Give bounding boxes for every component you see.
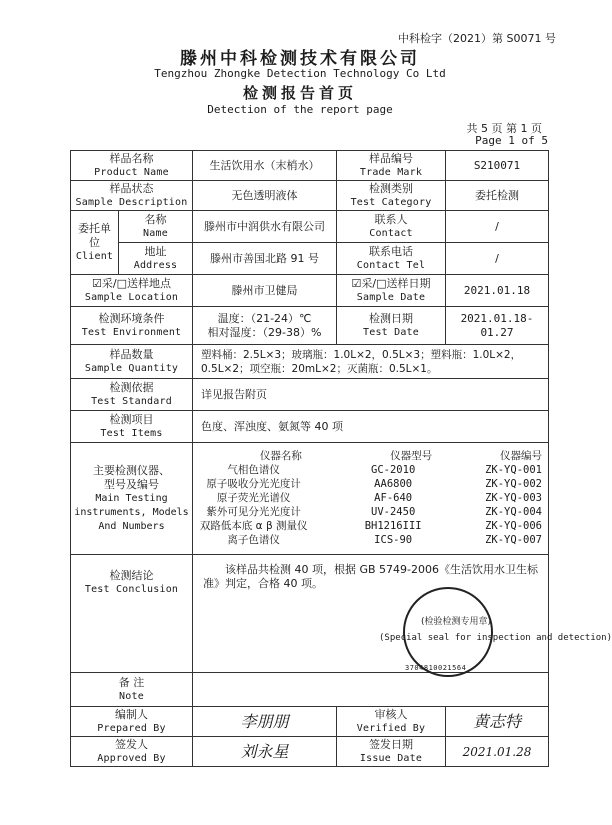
prepared-by-label: 编制人 Prepared By [71,707,193,737]
instrument-model-header: 仪器型号 [390,450,433,462]
instrument-row: 紫外可见分光光度计 UV-2450 ZK-YQ-004 [206,506,542,518]
company-name-cn: 滕州中科检测技术有限公司 [180,49,420,69]
sample-date-label: ☑采/□送样日期 Sample Date [337,275,446,307]
instrument-row: 原子荧光光谱仪 AF-640 ZK-YQ-003 [216,492,542,504]
approved-by-label: 签发人 Approved By [71,737,193,767]
page-indicator-cn: 共 5 页 第 1 页 [466,122,542,135]
row-test-items [71,411,549,443]
stamp-code: 3704810021564 [405,664,467,672]
stamp-text: (检验检测专用章) [421,617,492,627]
row-sample-description [71,181,549,211]
client-name-label: 名称 Name [119,211,193,243]
contact-label: 联系人 Contact [337,211,446,243]
test-category-value: 委托检测 [446,181,549,211]
row-sample-quantity [71,345,549,379]
test-standard-label: 检测依据 Test Standard [71,379,193,411]
test-environment-value: 温度：（21-24）℃ 相对湿度：（29-38）% [193,307,337,345]
client-name-value: 滕州市中润供水有限公司 [193,211,337,243]
page-indicator-en: Page 1 of 5 [475,134,548,147]
note-value [193,673,549,707]
note-label: 备 注 Note [71,673,193,707]
instruments-label: 主要检测仪器、 型号及编号 Main Testing instruments, Models And Numbers [71,443,193,555]
instrument-number-header: 仪器编号 [500,450,542,462]
test-items-label: 检测项目 Test Items [71,411,193,443]
instrument-row: 原子吸收分光光度计 AA6800 ZK-YQ-002 [206,478,542,490]
row-client-address [71,243,549,275]
company-name-en: Tengzhou Zhongke Detection Technology Co Ltd [154,67,446,80]
special-seal-note: (Special seal for inspection and detection) [379,633,612,643]
row-instruments [71,443,549,555]
row-note [71,673,549,707]
row-test-environment [71,307,549,345]
page-title-cn: 检测报告首页 [242,84,357,102]
contact-value: / [446,211,549,243]
trade-mark-value: S210071 [446,151,549,181]
test-environment-label: 检测环境条件 Test Environment [71,307,193,345]
verified-by-signature: 黄志特 [446,707,549,737]
trade-mark-label: 样品编号 Trade Mark [337,151,446,181]
instruments-header-row [197,449,544,463]
sample-location-label: ☑采/□送样地点 Sample Location [71,275,193,307]
test-conclusion-label: 检测结论 Test Conclusion [71,555,193,673]
approved-by-signature: 刘永星 [193,737,337,767]
document-number: 中科检字（2021）第 S0071 号 [398,32,556,45]
row-approved-issue [71,737,549,767]
row-sample-location [71,275,549,307]
instrument-name-header: 仪器名称 [259,450,302,462]
page-title-en: Detection of the report page [207,103,393,116]
contact-tel-label: 联系电话 Contact Tel [337,243,446,275]
product-name-label: 样品名称 Product Name [71,151,193,181]
instrument-row: 双路低本底 α β 测量仪 BH1216III ZK-YQ-006 [199,520,542,532]
row-product-name [71,151,549,181]
report-table [70,150,612,767]
row-test-standard [71,379,549,411]
sample-description-label: 样品状态 Sample Description [71,181,193,211]
instruments-list [193,443,549,555]
verified-by-label: 审核人 Verified By [337,707,446,737]
product-name-value: 生活饮用水（末梢水） [193,151,337,181]
row-test-conclusion [71,555,549,673]
row-client-name [71,211,549,243]
test-items-value: 色度、浑浊度、氨氮等 40 项 [193,411,549,443]
test-conclusion-cell [193,555,612,673]
instrument-row: 离子色谱仪 ICS-90 ZK-YQ-007 [227,534,542,546]
test-standard-value: 详见报告附页 [193,379,549,411]
client-address-value: 滕州市善国北路 91 号 [193,243,337,275]
sample-description-value: 无色透明液体 [193,181,337,211]
issue-date-label: 签发日期 Issue Date [337,737,446,767]
sample-quantity-value: 塑料桶：2.5L×3；玻璃瓶：1.0L×2，0.5L×3；塑料瓶：1.0L×2， 0.5L×2；项空瓶：20mL×2；灭菌瓶：0.5L×1。 [193,345,549,379]
sample-quantity-label: 样品数量 Sample Quantity [71,345,193,379]
contact-tel-value: / [446,243,549,275]
sample-date-value: 2021.01.18 [446,275,549,307]
test-conclusion-value: 该样品共检测 40 项，根据 GB 5749-2006《生活饮用水卫生标准》判定，合格 40 项。 [203,563,539,590]
issue-date-value: 2021.01.28 [446,737,549,767]
client-label: 委托单位 Client [71,211,119,275]
test-date-label: 检测日期 Test Date [337,307,446,345]
row-prepared-verified [71,707,549,737]
prepared-by-signature: 李朋朋 [193,707,337,737]
test-category-label: 检测类别 Test Category [337,181,446,211]
client-address-label: 地址 Address [119,243,193,275]
instrument-row: 气相色谱仪 GC-2010 ZK-YQ-001 [227,464,542,476]
sample-location-value: 滕州市卫健局 [193,275,337,307]
test-date-value: 2021.01.18-01.27 [446,307,549,345]
